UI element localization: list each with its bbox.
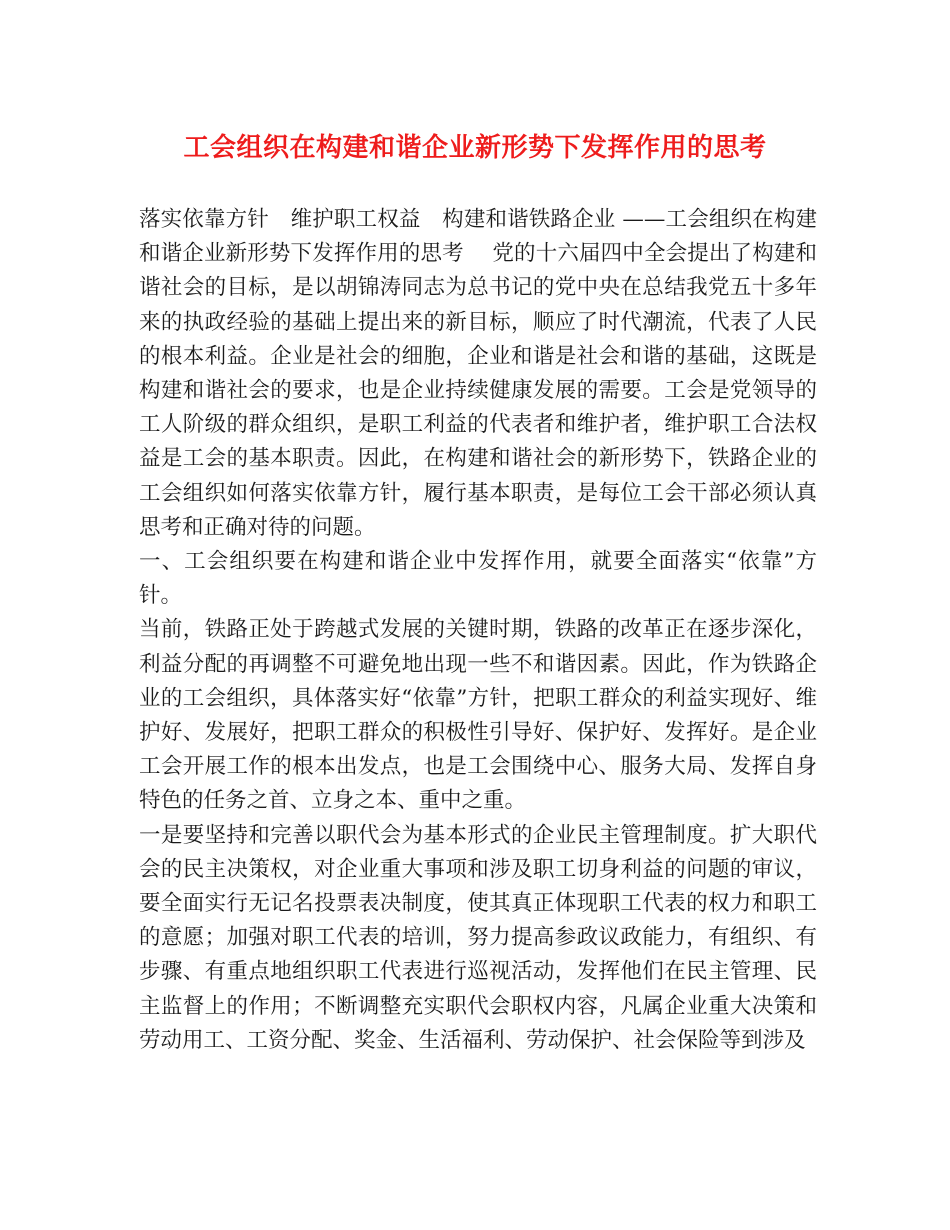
body-paragraph: 当前，铁路正处于跨越式发展的关键时期，铁路的改革正在逐步深化，利益分配的再调整不可避免地出现一些不和谐因素。因此，作为铁路企业的工会组织，具体落实好“依靠”方针，把职工群众的利益实现好、维护好、发展好，把职工群众的积极性引导好、保护好、发挥好。是企业工会开展工作的根本出发点，也是工会围绕中心、服务大局、发挥自身特色的任务之首、立身之本、重中之重。 <box>139 617 817 814</box>
section-heading-1: 一、工会组织要在构建和谐企业中发挥作用，就要全面落实“依靠”方针。 <box>139 549 817 609</box>
document-title: 工会组织在构建和谐企业新形势下发挥作用的思考 <box>183 133 767 163</box>
body-paragraph: 一是要坚持和完善以职代会为基本形式的企业民主管理制度。扩大职代会的民主决策权，对企业重大事项和涉及职工切身利益的问题的审议，要全面实行无记名投票表决制度，使其真正体现职工代表的权力和职工的意愿；加强对职工代表的培训，努力提高参政议政能力，有组织、有步骤、有重点地组织职工代表进行巡视活动，发挥他们在民主管理、民主监督上的作用；不断调整充实职代会职权内容，凡属企业重大决策和劳动用工、工资分配、奖金、生活福利、劳动保护、社会保险等到涉及 <box>139 822 817 1053</box>
document-body <box>139 203 817 1058</box>
body-paragraph-intro: 落实依靠方针 维护职工权益 构建和谐铁路企业 ——工会组织在构建和谐企业新形势下发挥作用的思考 党的十六届四中全会提出了构建和谐社会的目标，是以胡锦涛同志为总书记的党中央在总结我党五十多年来的执政经验的基础上提出来的新目标，顺应了时代潮流，代表了人民的根本利益。企业是社会的细胞，企业和谐是社会和谐的基础，这既是构建和谐社会的要求，也是企业持续健康发展的需要。工会是党领导的工人阶级的群众组织，是职工利益的代表者和维护者，维护职工合法权益是工会的基本职责。因此，在构建和谐社会的新形势下，铁路企业的工会组织如何落实依靠方针，履行基本职责，是每位工会干部必须认真思考和正确对待的问题。 <box>139 207 817 540</box>
